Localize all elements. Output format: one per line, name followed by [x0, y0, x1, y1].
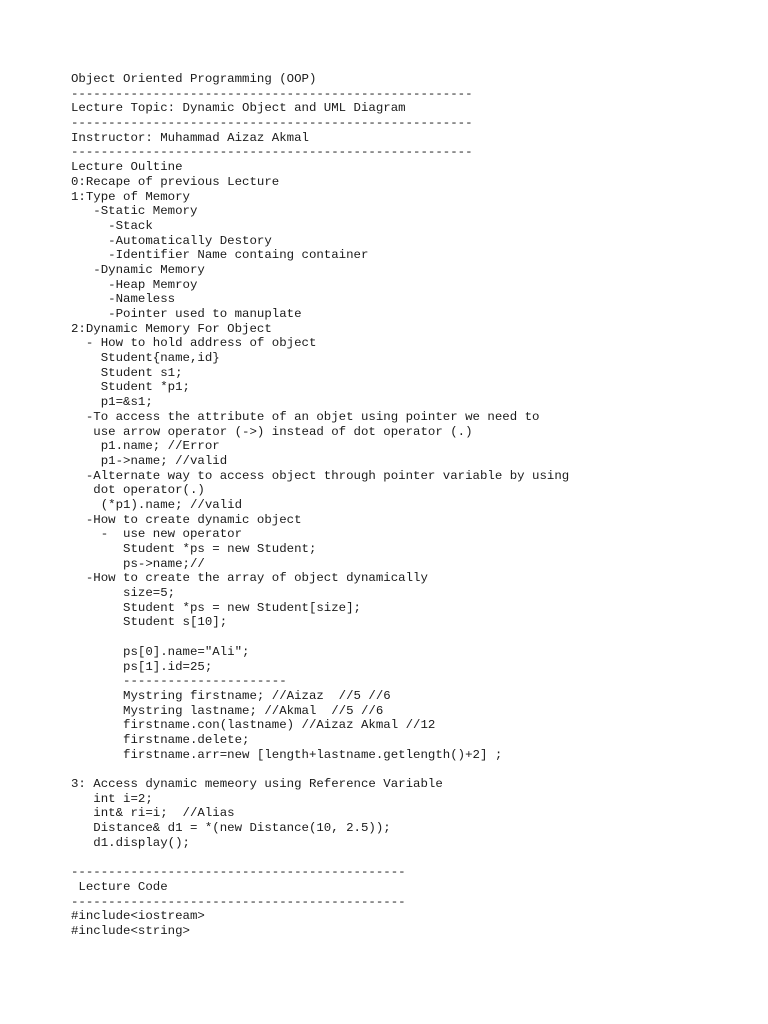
code-line: Mystring lastname; //Akmal //5 //6 — [71, 703, 384, 718]
outline-subitem: -Nameless — [71, 292, 176, 307]
code-line: p1.name; //Error — [71, 439, 220, 454]
outline-subitem: -Identifier Name containg container — [71, 248, 369, 263]
outline-subitem: -How to create dynamic object — [71, 512, 302, 527]
outline-subitem: -Heap Memroy — [71, 277, 198, 292]
code-line: firstname.delete; — [71, 732, 250, 747]
outline-subitem: -Dynamic Memory — [71, 262, 205, 277]
outline-subitem: -How to create the array of object dynamically — [71, 571, 428, 586]
blank-line — [71, 850, 751, 865]
code-line: Student s1; — [71, 365, 183, 380]
code-line: Mystring firstname; //Aizaz //5 //6 — [71, 688, 391, 703]
outline-subitem: -Automatically Destory — [71, 233, 272, 248]
code-line: Student{name,id} — [71, 351, 220, 366]
outline-subitem: -Pointer used to manuplate — [71, 307, 302, 321]
lecture-code-heading: Lecture Code — [71, 879, 168, 894]
code-line: ps[0].name="Ali"; — [71, 644, 250, 659]
code-line: (*p1).name; //valid — [71, 497, 243, 512]
code-line: #include<string> — [71, 923, 190, 938]
code-line: d1.display(); — [71, 835, 190, 850]
outline-item: 3: Access dynamic memeory using Reference Variable — [71, 777, 443, 791]
doc-title: Object Oriented Programming (OOP) — [71, 72, 317, 86]
instructor: Instructor: Muhammad Aizaz Akmal — [71, 130, 309, 145]
separator: --------------------------------------------- — [71, 894, 406, 909]
code-line: size=5; — [71, 586, 176, 601]
outline-subitem: dot operator(.) — [71, 483, 205, 498]
separator: ------------------------------------------------------ — [71, 145, 473, 160]
outline-heading: Lecture Oultine — [71, 160, 183, 175]
code-line: int i=2; — [71, 791, 153, 806]
separator: ------------------------------------------------------ — [71, 116, 473, 131]
outline-subitem: -Static Memory — [71, 204, 198, 219]
code-line: p1->name; //valid — [71, 453, 228, 468]
outline-item: 0:Recape of previous Lecture — [71, 174, 280, 189]
separator: ------------------------------------------------------ — [71, 86, 473, 101]
code-line: Student *p1; — [71, 380, 190, 395]
code-line: Student s[10]; — [71, 615, 228, 630]
separator: ---------------------- — [71, 674, 287, 689]
code-line: #include<iostream> — [71, 909, 205, 924]
code-line: ps->name;// — [71, 556, 205, 571]
outline-item: 2:Dynamic Memory For Object — [71, 321, 272, 336]
document-body — [71, 72, 751, 939]
code-line: firstname.arr=new [length+lastname.getlength()+2] ; — [71, 747, 503, 762]
lecture-topic: Lecture Topic: Dynamic Object and UML Diagram — [71, 101, 406, 116]
outline-subitem: - use new operator — [71, 527, 243, 542]
outline-subitem: -To access the attribute of an objet using pointer we need to — [71, 409, 540, 424]
code-line: Student *ps = new Student[size]; — [71, 600, 361, 615]
code-line: Student *ps = new Student; — [71, 542, 317, 556]
blank-line — [71, 762, 751, 777]
outline-subitem: - How to hold address of object — [71, 336, 317, 351]
outline-subitem: -Alternate way to access object through pointer variable by using — [71, 468, 570, 483]
code-line: ps[1].id=25; — [71, 659, 213, 674]
code-line: p1=&s1; — [71, 395, 153, 410]
code-line: firstname.con(lastname) //Aizaz Akmal //12 — [71, 718, 436, 733]
outline-subitem: -Stack — [71, 218, 153, 233]
code-line: int& ri=i; //Alias — [71, 806, 235, 821]
blank-line — [71, 630, 751, 645]
outline-subitem: use arrow operator (->) instead of dot operator (.) — [71, 424, 473, 439]
outline-item: 1:Type of Memory — [71, 189, 190, 204]
separator: --------------------------------------------- — [71, 865, 406, 880]
code-line: Distance& d1 = *(new Distance(10, 2.5)); — [71, 821, 391, 836]
